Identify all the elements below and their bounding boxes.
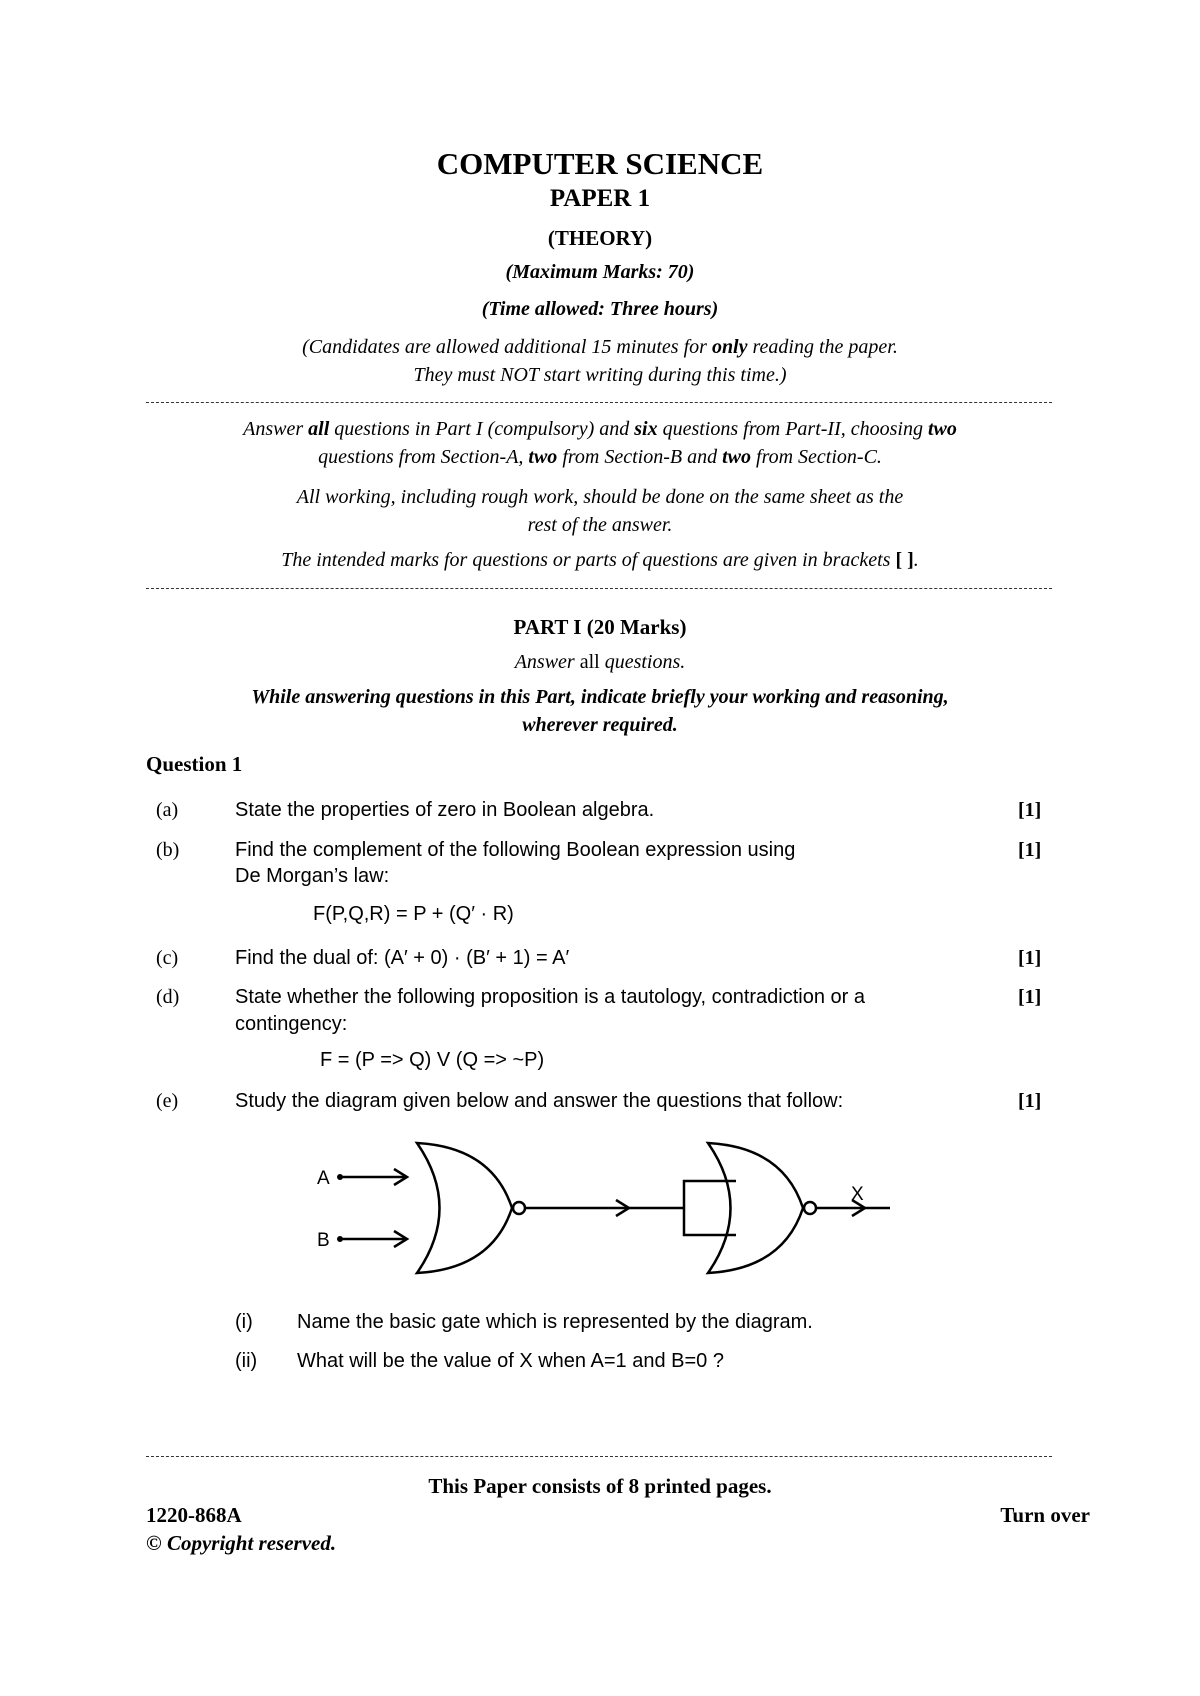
input-b-label: B [317,1230,330,1251]
q1b-marks: [1] [1018,839,1042,861]
part1-note-line2: wherever required. [522,714,678,736]
instructions-line4: rest of the answer. [527,514,673,536]
q1a-text: State the properties of zero in Boolean algebra. [235,799,655,821]
input-a-dot [337,1174,343,1180]
instructions-line2: questions from Section-A, two from Section-B and two from Section-C. [318,446,882,468]
q1e-label: (e) [156,1090,179,1112]
q1c-label: (c) [156,947,179,969]
q1b-text-line2: De Morgan’s law: [235,865,390,887]
nor-gate-2 [708,1143,803,1273]
divider-middle [146,588,1052,589]
q1e-i-label: (i) [235,1311,253,1333]
nor-gate-2-bubble [804,1202,816,1214]
divider-top [146,402,1052,403]
nor-gate-1 [417,1143,512,1273]
logic-gate-diagram [0,1135,1200,1295]
nor-gate-1-bubble [513,1202,525,1214]
q1e-marks: [1] [1018,1090,1042,1112]
input-b-dot [337,1236,343,1242]
q1b-text-line1: Find the complement of the following Boolean expression using [235,839,796,861]
page-count-note: This Paper consists of 8 printed pages. [428,1474,772,1498]
page-title: COMPUTER SCIENCE [436,146,764,181]
q1d-expression: F = (P => Q) V (Q => ~P) [320,1049,545,1071]
q1e-ii-text: What will be the value of X when A=1 and B=0 ? [297,1350,724,1372]
divider-footer [146,1456,1052,1457]
instructions-line1: Answer all questions in Part I (compulsory) and six questions from Part-II, choosing two [243,418,957,440]
question-heading: Question 1 [146,752,243,776]
paper-number: PAPER 1 [549,185,651,212]
paper-code: 1220-868A [146,1503,242,1527]
turn-over: Turn over [1000,1503,1090,1527]
q1d-marks: [1] [1018,986,1042,1008]
input-a-label: A [317,1168,330,1189]
q1e-text: Study the diagram given below and answer the questions that follow: [235,1090,844,1112]
q1d-text-line1: State whether the following proposition is a tautology, contradiction or a [235,986,865,1008]
part1-answer-all: Answer all questions. [514,651,686,673]
part1-note-line1: While answering questions in this Part, indicate briefly your working and reasoning, [251,686,949,708]
q1a-label: (a) [156,799,179,821]
copyright: © Copyright reserved. [146,1531,337,1555]
q1e-i-text: Name the basic gate which is represented by the diagram. [297,1311,813,1333]
output-x-label: X [851,1184,864,1205]
time-allowed: (Time allowed: Three hours) [481,298,719,320]
max-marks: (Maximum Marks: 70) [505,261,695,283]
instructions-marks-note: The intended marks for questions or parts of questions are given in brackets [ ]. [281,549,919,571]
q1e-ii-label: (ii) [235,1350,258,1372]
q1b-label: (b) [156,839,180,861]
paper-type: (THEORY) [547,226,653,250]
part1-title: PART I (20 Marks) [513,615,687,639]
q1c-text: Find the dual of: (A′ + 0) · (B′ + 1) = A′ [235,947,570,969]
reading-time-note: (Candidates are allowed additional 15 minutes for only reading the paper. [302,336,898,358]
q1b-expression: F(P,Q,R) = P + (Q′ · R) [313,903,514,925]
q1a-marks: [1] [1018,799,1042,821]
reading-time-note-line2: They must NOT start writing during this time.) [413,364,787,386]
instructions-line3: All working, including rough work, should be done on the same sheet as the [296,486,904,508]
q1d-text-line2: contingency: [235,1013,348,1035]
q1c-marks: [1] [1018,947,1042,969]
q1d-label: (d) [156,986,180,1008]
